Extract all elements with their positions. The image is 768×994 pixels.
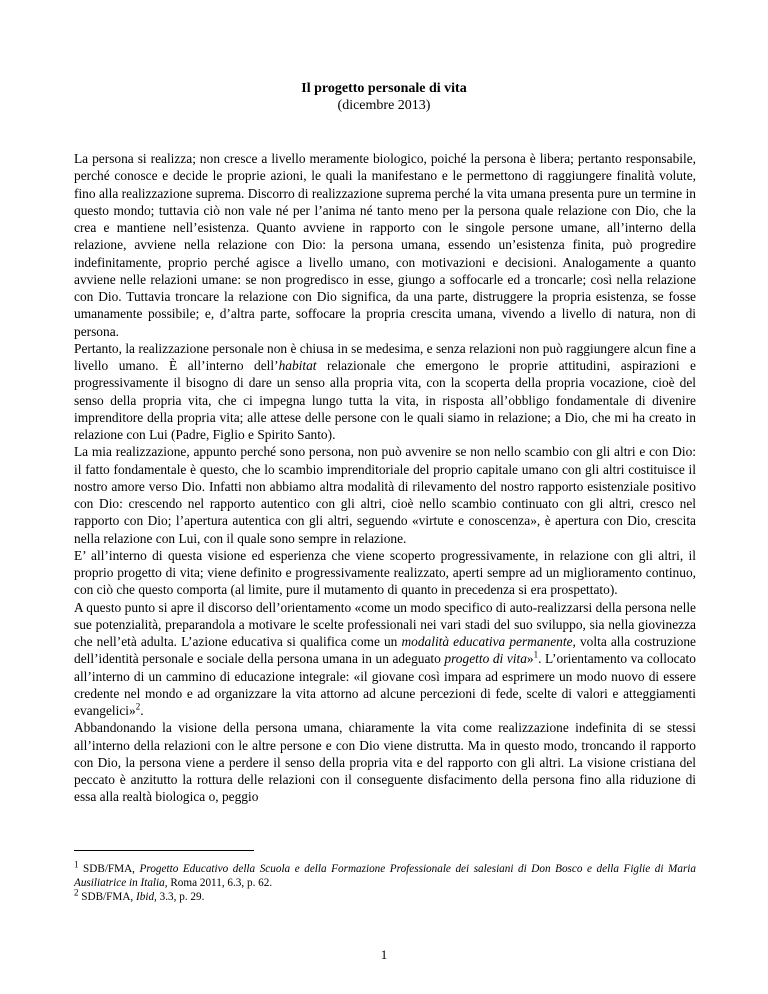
paragraph-5-text-d: . L’orientamento va collocato all’interno di un cammino di educazione integrale: «il giovane così impara ad esprimere un modo nuovo di essere credente nel mondo e ad organizzare la vita attorno ad alcune percezioni di fede, scelte di valori e atteggiamenti evangelici» (74, 651, 696, 718)
footnote-1-italic: Progetto Educativo della Scuola e della Formazione Professionale dei salesiani di Don Bosco e della Figlie di Maria Ausiliatrice in Italia, (74, 863, 696, 889)
paragraph-5-italic-a: modalità educativa permanente, (401, 634, 576, 649)
paragraph-2-italic: habitat (278, 358, 317, 373)
paragraph-5-italic-b: progetto di vita (444, 651, 527, 667)
footnote-2-text-a: SDB/FMA, (78, 891, 137, 903)
paragraph-5-text-c: » (526, 651, 534, 667)
paragraph-5-text-b: volta alla costruzione dell’identità personale e sociale della persona umana in un adeguato (74, 634, 697, 667)
paragraph-1: La persona si realizza; non cresce a livello meramente biologico, poiché la persona è libera; pertanto responsabile, perché conosce e decide le proprie azioni, le quali la manifestano e le permettono di raggiungere finalità volute, fino alla realizzazione suprema. Discorro di realizzazione suprema perché la vita umana presenta pure un termine in questo mondo; tuttavia ciò non vale né per l’anima né tanto meno per la persona quale relazione con Dio, che la crea e mantiene nell’esistenza. Quanto avviene in rapporto con le singole persone umane, all’interno della relazione, avviene nella relazione con Dio: la persona umana, essendo un’esistenza finita, può progredire indefinitamente, proprio perché agisce a livello umano, con motivazioni e decisioni. Analogamente a quanto avviene nelle relazioni umane: se non progredisco in esse, giungo a soffocarle ed a troncarle; così nella relazione con Dio. Tuttavia troncare la relazione con Dio significa, da una parte, distruggere la propria esistenza, se fosse umanamente possibile; e, d’altra parte, soffocare la propria crescita umana, vivendo a livello di natura, non di persona. (74, 151, 696, 339)
footnote-1 (74, 859, 696, 890)
footnote-2-italic: Ibid, (136, 891, 157, 903)
paragraph-5 (74, 599, 696, 720)
paragraph-5-text-e: . (140, 703, 144, 718)
page-title: Il progetto personale di vita (301, 81, 467, 96)
footnote-1-text-a: SDB/FMA, (78, 863, 140, 875)
footnote-2-number: 2 (74, 887, 79, 898)
footnotes (74, 859, 696, 904)
paragraph-2-text-a: Pertanto, la realizzazione personale non è chiusa in se medesima, e senza relazioni non può raggiungere alcun fine a livello umano. È all’interno dell’ (74, 340, 696, 373)
paragraph-5-text-a: A questo punto si apre il discorso dell’orientamento «come un modo specifico di auto-realizzarsi della persona nelle sue potenzialità, preparandola a motivare le scelte professionali nei vari stadi del suo sviluppo, sia nella giovinezza che nell’età adulta. L’azione educativa si qualifica come un (74, 599, 696, 649)
footnote-ref-2[interactable]: 2 (135, 701, 141, 712)
footnote-1-text-b: Roma 2011, 6.3, p. 62. (167, 877, 273, 889)
footnote-1-number: 1 (74, 859, 79, 870)
page-number: 1 (380, 947, 388, 962)
footnote-2-text-b: 3.3, p. 29. (156, 891, 205, 903)
footnote-ref-1[interactable]: 1 (533, 649, 539, 660)
page-subtitle: (dicembre 2013) (337, 98, 431, 113)
paragraph-2-text-b: relazionale che emergono le proprie attitudini, aspirazioni e progressivamente il bisogno di dare un senso alla propria vita, con la scoperta della propria vocazione, cioè del senso della propria vita, che ci impegna lungo tutta la vita, in risposta all’obbligo fondamentale di divenire imprenditore della propria vita; alle attese delle persone con le quali siamo in relazione; a Dio, che mi ha creato in relazione con Lui (Padre, Figlio e Spirito Santo). (74, 358, 696, 442)
paragraph-3: La mia realizzazione, appunto perché sono persona, non può avvenire se non nello scambio con gli altri e con Dio: il fatto fondamentale è questo, che lo scambio imprenditoriale del proprio capitale umano con gli altri costituisce il nostro amore verso Dio. Infatti non abbiamo altra modalità di rilevamento del nostro rapporto esistenziale positivo con Dio: crescendo nel rapporto autentico con gli altri, cioè nello scambio continuato con gli altri, cresco nel rapporto con Dio; l’apertura autentica con gli altri, seguendo «virtute e conoscenza», è apertura con Dio, crescita nella relazione con Lui, con il quale sono sempre in relazione. (74, 444, 696, 546)
footnote-separator (74, 850, 254, 851)
title-block (0, 80, 768, 114)
paragraph-6: Abbandonando la visione della persona umana, chiaramente la vita come realizzazione indefinita di se stessi all’interno della relazioni con le altre persone e con Dio viene distrutta. Ma in questo modo, troncando il rapporto con Dio, la persona viene a perdere il senso della propria vita e del rapporto con gli altri. La visione cristiana del peccato è anzitutto la rottura delle relazioni con il conseguente disfacimento della persona fino alla riduzione di essa alla realtà biologica o, peggio (74, 720, 696, 805)
paragraph-2 (74, 340, 696, 444)
paragraph-4: E’ all’interno di questa visione ed esperienza che viene scoperto progressivamente, in relazione con gli altri, il proprio progetto di vita; viene definito e progressivamente realizzato, aperti sempre ad un miglioramento continuo, con ciò che questo comporta (al limite, pure il mutamento di quanto in precedenza si era prospettato). (74, 547, 696, 598)
body-text (74, 150, 696, 806)
footnote-2 (74, 887, 696, 904)
